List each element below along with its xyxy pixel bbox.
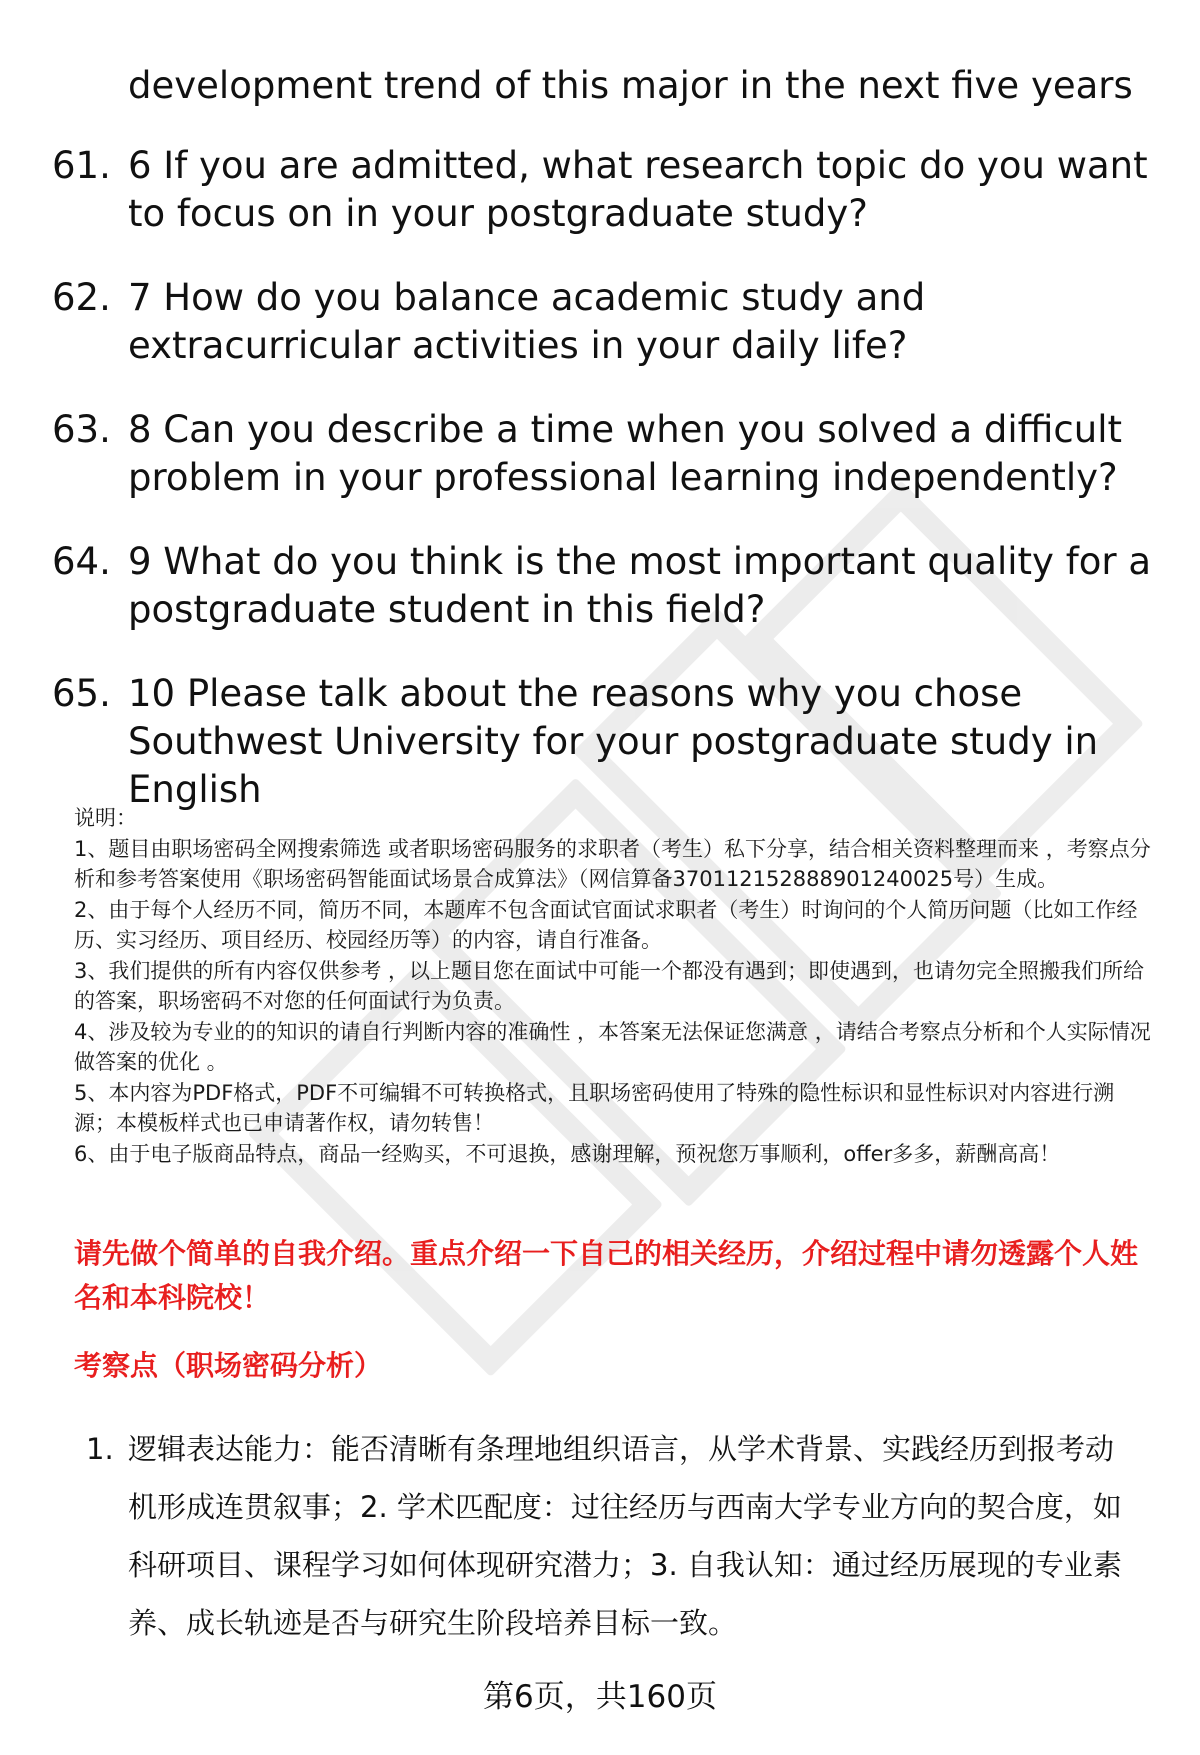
question-item bbox=[52, 142, 1162, 238]
analysis-item bbox=[86, 1420, 1156, 1652]
section-title: 考察点（职场密码分析） bbox=[74, 1349, 383, 1382]
note-item: 3、我们提供的所有内容仅供参考 ，以上题目您在面试中可能一个都没有遇到；即使遇到，也请勿完全照搬我们所给的答案，职场密码不对您的任何面试行为负责。 bbox=[74, 958, 1145, 1013]
interview-prompt: 请先做个简单的自我介绍。重点介绍一下自己的相关经历，介绍过程中请勿透露个人姓名和本科院校！ bbox=[74, 1237, 1139, 1314]
question-text: 6 If you are admitted, what research topic do you want to focus on in your postgraduate study? bbox=[128, 144, 1148, 235]
question-text: 9 What do you think is the most important quality for a postgraduate student in this field? bbox=[128, 540, 1152, 631]
question-number: 65. bbox=[52, 672, 111, 715]
note-item: 6、由于电子版商品特点，商品一经购买，不可退换，感谢理解，预祝您万事顺利，offer多多，薪酬高高！ bbox=[74, 1141, 1061, 1166]
question-item bbox=[52, 670, 1162, 814]
analysis-text: 逻辑表达能力：能否清晰有条理地组织语言，从学术背景、实践经历到报考动机形成连贯叙事；2. 学术匹配度：过往经历与西南大学专业方向的契合度，如科研项目、课程学习如何体现研究潜力；3. 自我认知：通过经历展现的专业素养、成长轨迹是否与研究生阶段培养目标一致。 bbox=[128, 1432, 1122, 1640]
question-text: 7 How do you balance academic study and extracurricular activities in your daily life? bbox=[128, 276, 926, 367]
note-item: 4、涉及较为专业的的知识的请自行判断内容的准确性 ，本答案无法保证您满意 ，请结合考察点分析和个人实际情况做答案的优化 。 bbox=[74, 1019, 1151, 1074]
analysis-number: 1. bbox=[86, 1432, 114, 1466]
question-number: 63. bbox=[52, 408, 111, 451]
question-number: 62. bbox=[52, 276, 111, 319]
question-item bbox=[52, 274, 1162, 370]
question-item bbox=[52, 406, 1162, 502]
note-item: 2、由于每个人经历不同，简历不同，本题库不包含面试官面试求职者（考生）时询问的个人简历问题（比如工作经历、实习经历、项目经历、校园经历等）的内容，请自行准备。 bbox=[74, 897, 1138, 952]
question-continuation: development trend of this major in the next five years bbox=[128, 64, 1133, 107]
note-item: 5、本内容为PDF格式，PDF不可编辑不可转换格式，且职场密码使用了特殊的隐性标识和显性标识对内容进行溯源；本模板样式也已申请著作权，请勿转售！ bbox=[74, 1080, 1115, 1135]
notes-section bbox=[74, 803, 1154, 1169]
notes-heading: 说明： bbox=[74, 806, 137, 830]
question-number: 64. bbox=[52, 540, 111, 583]
question-item bbox=[52, 538, 1162, 634]
question-number: 61. bbox=[52, 144, 111, 187]
question-text: 10 Please talk about the reasons why you chose Southwest University for your postgraduate study in English bbox=[128, 672, 1099, 811]
note-item: 1、题目由职场密码全网搜索筛选 或者职场密码服务的求职者（考生）私下分享，结合相关资料整理而来 ，考察点分析和参考答案使用《职场密码智能面试场景合成算法》（网信算备370112152888901240025号）生成。 bbox=[74, 836, 1151, 891]
page-footer: 第6页，共160页 bbox=[483, 1679, 717, 1715]
question-text: 8 Can you describe a time when you solved a difficult problem in your professional learning independently? bbox=[128, 408, 1123, 499]
